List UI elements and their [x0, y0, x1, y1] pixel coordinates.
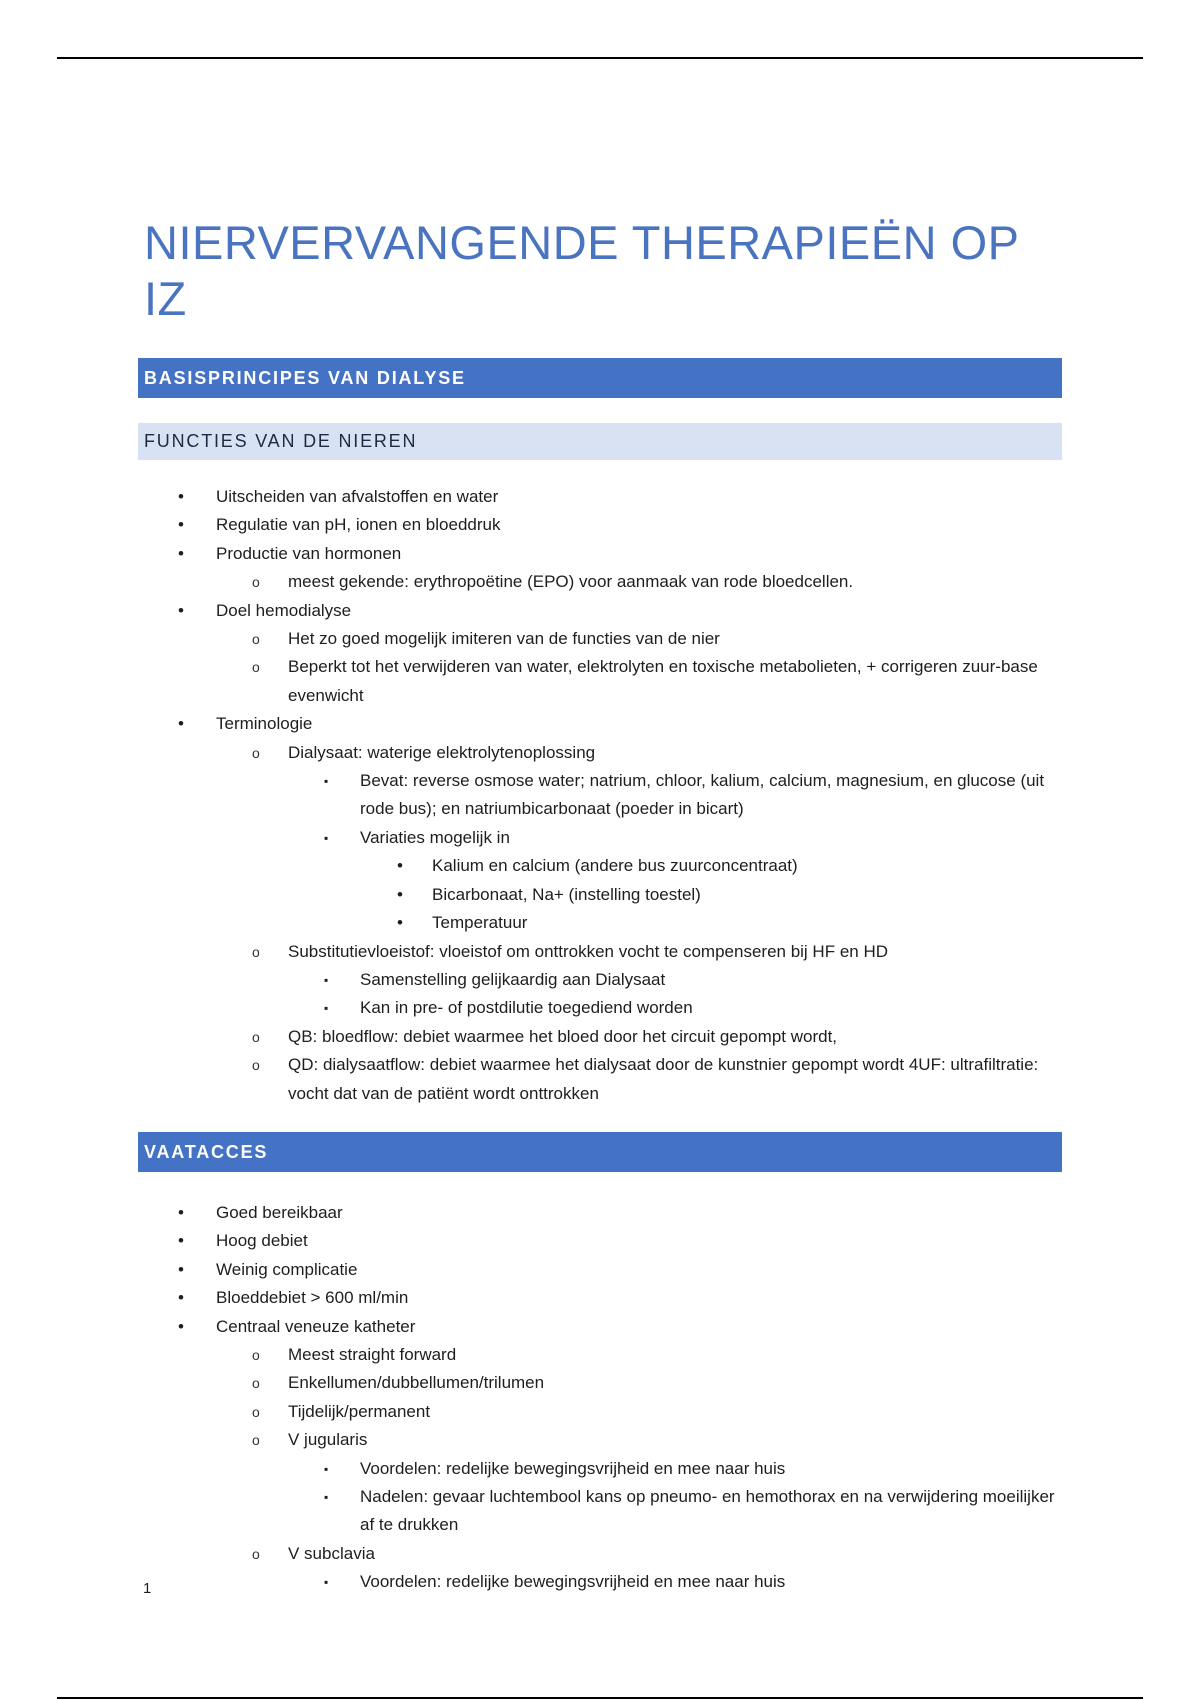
list-item: o Het zo goed mogelijk imiteren van de functies van de nier: [138, 625, 1062, 653]
list-item: • Centraal veneuze katheter: [138, 1313, 1062, 1341]
square-marker: ▪: [324, 972, 329, 987]
list-item: ▪ Kan in pre- of postdilutie toegediend worden: [138, 994, 1062, 1022]
heading-basisprincipes: BASISPRINCIPES VAN DIALYSE: [138, 358, 1062, 398]
page-content: [138, 215, 1062, 1597]
bullet-marker: •: [178, 714, 184, 734]
list-item: ▪ Nadelen: gevaar luchtembool kans op pneumo- en hemothorax en na verwijdering moeilijker af te drukken: [138, 1483, 1062, 1540]
bullet-marker: •: [178, 487, 184, 506]
list-item: ▪ Voordelen: redelijke bewegingsvrijheid en mee naar huis: [138, 1568, 1062, 1596]
heading-functies: FUNCTIES VAN DE NIEREN: [138, 423, 1062, 460]
footer-rule: [57, 1697, 1143, 1699]
vaatacces-list: [138, 1199, 1062, 1597]
circle-marker: o: [252, 1057, 260, 1074]
list-item: • Weinig complicatie: [138, 1256, 1062, 1284]
bullet-marker: •: [178, 1316, 184, 1336]
square-marker: ▪: [324, 774, 329, 789]
circle-marker: o: [252, 1545, 260, 1562]
circle-marker: o: [252, 1028, 260, 1045]
circle-marker: o: [252, 744, 260, 761]
list-item: • Bicarbonaat, Na+ (instelling toestel): [138, 881, 1062, 909]
square-marker: ▪: [324, 1490, 329, 1504]
bullet-marker: •: [178, 600, 184, 620]
list-item: • Productie van hormonen: [138, 540, 1062, 568]
list-item: o QB: bloedflow: debiet waarmee het bloed door het circuit gepompt wordt,: [138, 1023, 1062, 1051]
circle-marker: o: [252, 943, 260, 960]
circle-marker: o: [252, 631, 260, 648]
list-item: o Tijdelijk/permanent: [138, 1398, 1062, 1426]
list-item: o V subclavia: [138, 1540, 1062, 1568]
square-marker: ▪: [324, 1575, 329, 1590]
list-item: o Dialysaat: waterige elektrolytenoplossing: [138, 739, 1062, 767]
list-item: • Terminologie: [138, 710, 1062, 738]
list-item: o Substitutievloeistof: vloeistof om onttrokken vocht te compenseren bij HF en HD: [138, 938, 1062, 966]
list-item: • Temperatuur: [138, 909, 1062, 937]
header-rule: [57, 57, 1143, 59]
list-item: • Goed bereikbaar: [138, 1199, 1062, 1227]
list-item: ▪ Bevat: reverse osmose water; natrium, chloor, kalium, calcium, magnesium, en glucose (uit rode bus); en natriumbicarbonaat (poeder in bicart): [138, 767, 1062, 824]
bullet-marker: •: [397, 913, 403, 933]
page-number: 1: [143, 1580, 152, 1597]
bullet-marker: •: [178, 1231, 184, 1251]
list-item: o Enkellumen/dubbellumen/trilumen: [138, 1369, 1062, 1397]
circle-marker: o: [252, 1403, 260, 1420]
circle-marker: o: [252, 574, 260, 591]
bullet-marker: •: [178, 515, 184, 535]
list-item: o meest gekende: erythropoëtine (EPO) voor aanmaak van rode bloedcellen.: [138, 568, 1062, 596]
circle-marker: o: [252, 1432, 260, 1449]
square-marker: ▪: [324, 830, 329, 845]
list-item: • Bloeddebiet > 600 ml/min: [138, 1284, 1062, 1312]
bullet-marker: •: [178, 1259, 184, 1279]
list-item: ▪ Voordelen: redelijke bewegingsvrijheid en mee naar huis: [138, 1455, 1062, 1483]
heading-vaatacces: VAATACCES: [138, 1132, 1062, 1172]
list-item: o Meest straight forward: [138, 1341, 1062, 1369]
circle-marker: o: [252, 659, 260, 676]
square-marker: ▪: [324, 1461, 329, 1476]
bullet-marker: •: [178, 1288, 184, 1308]
bullet-marker: •: [397, 856, 403, 876]
bullet-marker: •: [178, 1202, 184, 1222]
list-item: • Regulatie van pH, ionen en bloeddruk: [138, 511, 1062, 539]
functies-list: [138, 483, 1062, 1108]
list-item: o Beperkt tot het verwijderen van water, elektrolyten en toxische metabolieten, + corrigeren zuur-base evenwicht: [138, 653, 1062, 710]
bullet-marker: •: [178, 543, 184, 563]
list-item: o V jugularis: [138, 1426, 1062, 1454]
list-item: • Hoog debiet: [138, 1227, 1062, 1255]
square-marker: ▪: [324, 1001, 329, 1016]
list-item: • Uitscheiden van afvalstoffen en water: [138, 483, 1062, 511]
list-item: • Doel hemodialyse: [138, 597, 1062, 625]
list-item: • Kalium en calcium (andere bus zuurconcentraat): [138, 852, 1062, 880]
list-item: ▪ Variaties mogelijk in: [138, 824, 1062, 852]
bullet-marker: •: [397, 884, 403, 904]
list-item: ▪ Samenstelling gelijkaardig aan Dialysaat: [138, 966, 1062, 994]
circle-marker: o: [252, 1375, 260, 1392]
list-item: o QD: dialysaatflow: debiet waarmee het dialysaat door de kunstnier gepompt wordt 4UF: ultrafiltratie: vocht dat van de patiënt wordt onttrokken: [138, 1051, 1062, 1108]
document-title: NIERVERVANGENDE THERAPIEËN OP IZ: [144, 216, 1019, 325]
circle-marker: o: [252, 1346, 260, 1363]
